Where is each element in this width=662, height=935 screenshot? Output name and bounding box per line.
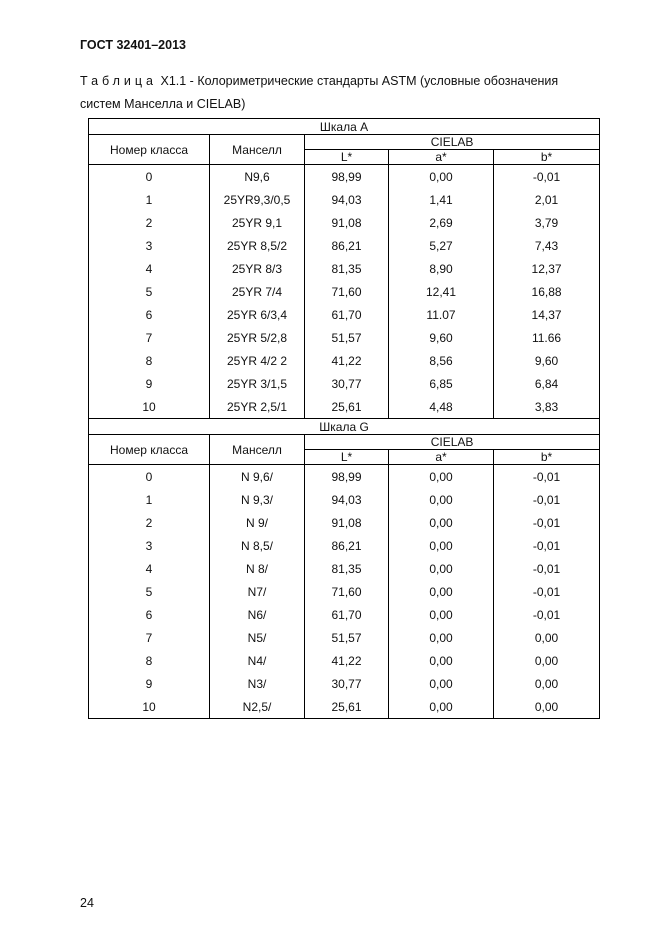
b-star-cell: -0,01 xyxy=(494,603,600,626)
a-star-cell: 0,00 xyxy=(389,165,494,189)
class-number-cell: 2 xyxy=(89,511,210,534)
table-row xyxy=(89,649,600,672)
munsell-cell: N9,6 xyxy=(210,165,305,189)
munsell-cell: 25YR 9,1 xyxy=(210,211,305,234)
b-star-cell: -0,01 xyxy=(494,465,600,489)
munsell-cell: 25YR 5/2,8 xyxy=(210,326,305,349)
b-star-cell: 9,60 xyxy=(494,349,600,372)
table-row xyxy=(89,603,600,626)
table-row xyxy=(89,672,600,695)
class-number-cell: 6 xyxy=(89,603,210,626)
a-star-cell: 5,27 xyxy=(389,234,494,257)
a-star-cell: 8,90 xyxy=(389,257,494,280)
munsell-cell: N4/ xyxy=(210,649,305,672)
table-row xyxy=(89,626,600,649)
munsell-cell: 25YR 8/3 xyxy=(210,257,305,280)
a-star-cell: 0,00 xyxy=(389,511,494,534)
munsell-cell: 25YR 2,5/1 xyxy=(210,395,305,419)
munsell-cell: N7/ xyxy=(210,580,305,603)
scale-g-title: Шкала G xyxy=(89,419,600,435)
a-star-cell: 0,00 xyxy=(389,465,494,489)
l-star-cell: 51,57 xyxy=(305,626,389,649)
b-star-cell: 0,00 xyxy=(494,695,600,719)
b-star-cell: 16,88 xyxy=(494,280,600,303)
class-number-cell: 0 xyxy=(89,165,210,189)
table-caption xyxy=(80,70,597,116)
b-star-cell: 12,37 xyxy=(494,257,600,280)
class-number-cell: 3 xyxy=(89,234,210,257)
l-star-cell: 25,61 xyxy=(305,395,389,419)
b-star-cell: -0,01 xyxy=(494,534,600,557)
l-star-cell: 94,03 xyxy=(305,188,389,211)
table-row xyxy=(89,395,600,419)
l-star-cell: 86,21 xyxy=(305,234,389,257)
l-star-cell: 91,08 xyxy=(305,511,389,534)
class-number-cell: 9 xyxy=(89,672,210,695)
a-star-cell: 1,41 xyxy=(389,188,494,211)
table-row xyxy=(89,580,600,603)
class-number-header: Номер класса xyxy=(89,135,210,165)
b-star-cell: 0,00 xyxy=(494,672,600,695)
a-star-cell: 0,00 xyxy=(389,488,494,511)
class-number-header: Номер класса xyxy=(89,435,210,465)
l-star-header: L* xyxy=(305,150,389,165)
munsell-cell: N3/ xyxy=(210,672,305,695)
b-star-cell: -0,01 xyxy=(494,488,600,511)
munsell-cell: 25YR 7/4 xyxy=(210,280,305,303)
l-star-cell: 61,70 xyxy=(305,303,389,326)
a-star-header: a* xyxy=(389,150,494,165)
table-row xyxy=(89,465,600,489)
class-number-cell: 4 xyxy=(89,557,210,580)
class-number-cell: 10 xyxy=(89,395,210,419)
table-row xyxy=(89,349,600,372)
munsell-cell: 25YR9,3/0,5 xyxy=(210,188,305,211)
table-row xyxy=(89,488,600,511)
a-star-cell: 0,00 xyxy=(389,626,494,649)
b-star-cell: -0,01 xyxy=(494,557,600,580)
scale-a-title: Шкала А xyxy=(89,119,600,135)
a-star-cell: 0,00 xyxy=(389,534,494,557)
class-number-cell: 6 xyxy=(89,303,210,326)
munsell-cell: N6/ xyxy=(210,603,305,626)
table-row xyxy=(89,303,600,326)
l-star-cell: 98,99 xyxy=(305,465,389,489)
class-number-cell: 7 xyxy=(89,626,210,649)
b-star-cell: -0,01 xyxy=(494,165,600,189)
munsell-header: Манселл xyxy=(210,135,305,165)
munsell-cell: N5/ xyxy=(210,626,305,649)
class-number-cell: 7 xyxy=(89,326,210,349)
colorimetric-standards-table xyxy=(88,118,600,719)
a-star-cell: 8,56 xyxy=(389,349,494,372)
class-number-cell: 9 xyxy=(89,372,210,395)
l-star-cell: 81,35 xyxy=(305,257,389,280)
table-row xyxy=(89,372,600,395)
munsell-cell: N 8/ xyxy=(210,557,305,580)
class-number-cell: 4 xyxy=(89,257,210,280)
b-star-cell: 11.66 xyxy=(494,326,600,349)
table-row xyxy=(89,695,600,719)
l-star-cell: 51,57 xyxy=(305,326,389,349)
b-star-cell: 3,83 xyxy=(494,395,600,419)
class-number-cell: 1 xyxy=(89,488,210,511)
b-star-cell: 0,00 xyxy=(494,649,600,672)
munsell-cell: 25YR 3/1,5 xyxy=(210,372,305,395)
b-star-cell: 7,43 xyxy=(494,234,600,257)
caption-title-continued: систем Манселла и CIELAB) xyxy=(80,97,246,111)
a-star-cell: 0,00 xyxy=(389,580,494,603)
a-star-cell: 0,00 xyxy=(389,695,494,719)
munsell-cell: N 8,5/ xyxy=(210,534,305,557)
class-number-cell: 0 xyxy=(89,465,210,489)
b-star-header: b* xyxy=(494,450,600,465)
table-row xyxy=(89,211,600,234)
munsell-cell: 25YR 8,5/2 xyxy=(210,234,305,257)
b-star-cell: 2,01 xyxy=(494,188,600,211)
l-star-cell: 41,22 xyxy=(305,649,389,672)
b-star-cell: -0,01 xyxy=(494,580,600,603)
l-star-cell: 94,03 xyxy=(305,488,389,511)
class-number-cell: 10 xyxy=(89,695,210,719)
class-number-cell: 8 xyxy=(89,649,210,672)
l-star-cell: 86,21 xyxy=(305,534,389,557)
l-star-cell: 98,99 xyxy=(305,165,389,189)
l-star-cell: 30,77 xyxy=(305,672,389,695)
munsell-cell: 25YR 4/2 2 xyxy=(210,349,305,372)
munsell-header: Манселл xyxy=(210,435,305,465)
a-star-cell: 0,00 xyxy=(389,649,494,672)
table-row xyxy=(89,165,600,189)
b-star-cell: -0,01 xyxy=(494,511,600,534)
a-star-cell: 4,48 xyxy=(389,395,494,419)
table-row xyxy=(89,511,600,534)
class-number-cell: 3 xyxy=(89,534,210,557)
a-star-cell: 11.07 xyxy=(389,303,494,326)
scale-a-section xyxy=(89,119,600,419)
l-star-cell: 30,77 xyxy=(305,372,389,395)
class-number-cell: 2 xyxy=(89,211,210,234)
a-star-cell: 9,60 xyxy=(389,326,494,349)
a-star-cell: 6,85 xyxy=(389,372,494,395)
munsell-cell: 25YR 6/3,4 xyxy=(210,303,305,326)
caption-prefix: Таблица xyxy=(80,74,158,88)
l-star-cell: 91,08 xyxy=(305,211,389,234)
table-row xyxy=(89,188,600,211)
class-number-cell: 5 xyxy=(89,280,210,303)
b-star-cell: 0,00 xyxy=(494,626,600,649)
class-number-cell: 5 xyxy=(89,580,210,603)
table-row xyxy=(89,257,600,280)
l-star-cell: 25,61 xyxy=(305,695,389,719)
page-number: 24 xyxy=(80,896,94,910)
class-number-cell: 1 xyxy=(89,188,210,211)
l-star-cell: 71,60 xyxy=(305,280,389,303)
class-number-cell: 8 xyxy=(89,349,210,372)
a-star-cell: 2,69 xyxy=(389,211,494,234)
document-id: ГОСТ 32401–2013 xyxy=(80,38,186,52)
l-star-cell: 41,22 xyxy=(305,349,389,372)
table-row xyxy=(89,557,600,580)
cielab-header: CIELAB xyxy=(305,135,600,150)
a-star-header: a* xyxy=(389,450,494,465)
caption-title: X1.1 - Колориметрические стандарты ASTM (условные обозначения xyxy=(160,74,559,88)
b-star-cell: 14,37 xyxy=(494,303,600,326)
l-star-header: L* xyxy=(305,450,389,465)
l-star-cell: 61,70 xyxy=(305,603,389,626)
b-star-header: b* xyxy=(494,150,600,165)
scale-g-section xyxy=(89,419,600,719)
munsell-cell: N2,5/ xyxy=(210,695,305,719)
l-star-cell: 71,60 xyxy=(305,580,389,603)
a-star-cell: 0,00 xyxy=(389,672,494,695)
munsell-cell: N 9,3/ xyxy=(210,488,305,511)
a-star-cell: 0,00 xyxy=(389,557,494,580)
table-row xyxy=(89,280,600,303)
l-star-cell: 81,35 xyxy=(305,557,389,580)
table-row xyxy=(89,326,600,349)
a-star-cell: 0,00 xyxy=(389,603,494,626)
munsell-cell: N 9,6/ xyxy=(210,465,305,489)
table-row xyxy=(89,534,600,557)
table-row xyxy=(89,234,600,257)
cielab-header: CIELAB xyxy=(305,435,600,450)
munsell-cell: N 9/ xyxy=(210,511,305,534)
a-star-cell: 12,41 xyxy=(389,280,494,303)
b-star-cell: 6,84 xyxy=(494,372,600,395)
b-star-cell: 3,79 xyxy=(494,211,600,234)
